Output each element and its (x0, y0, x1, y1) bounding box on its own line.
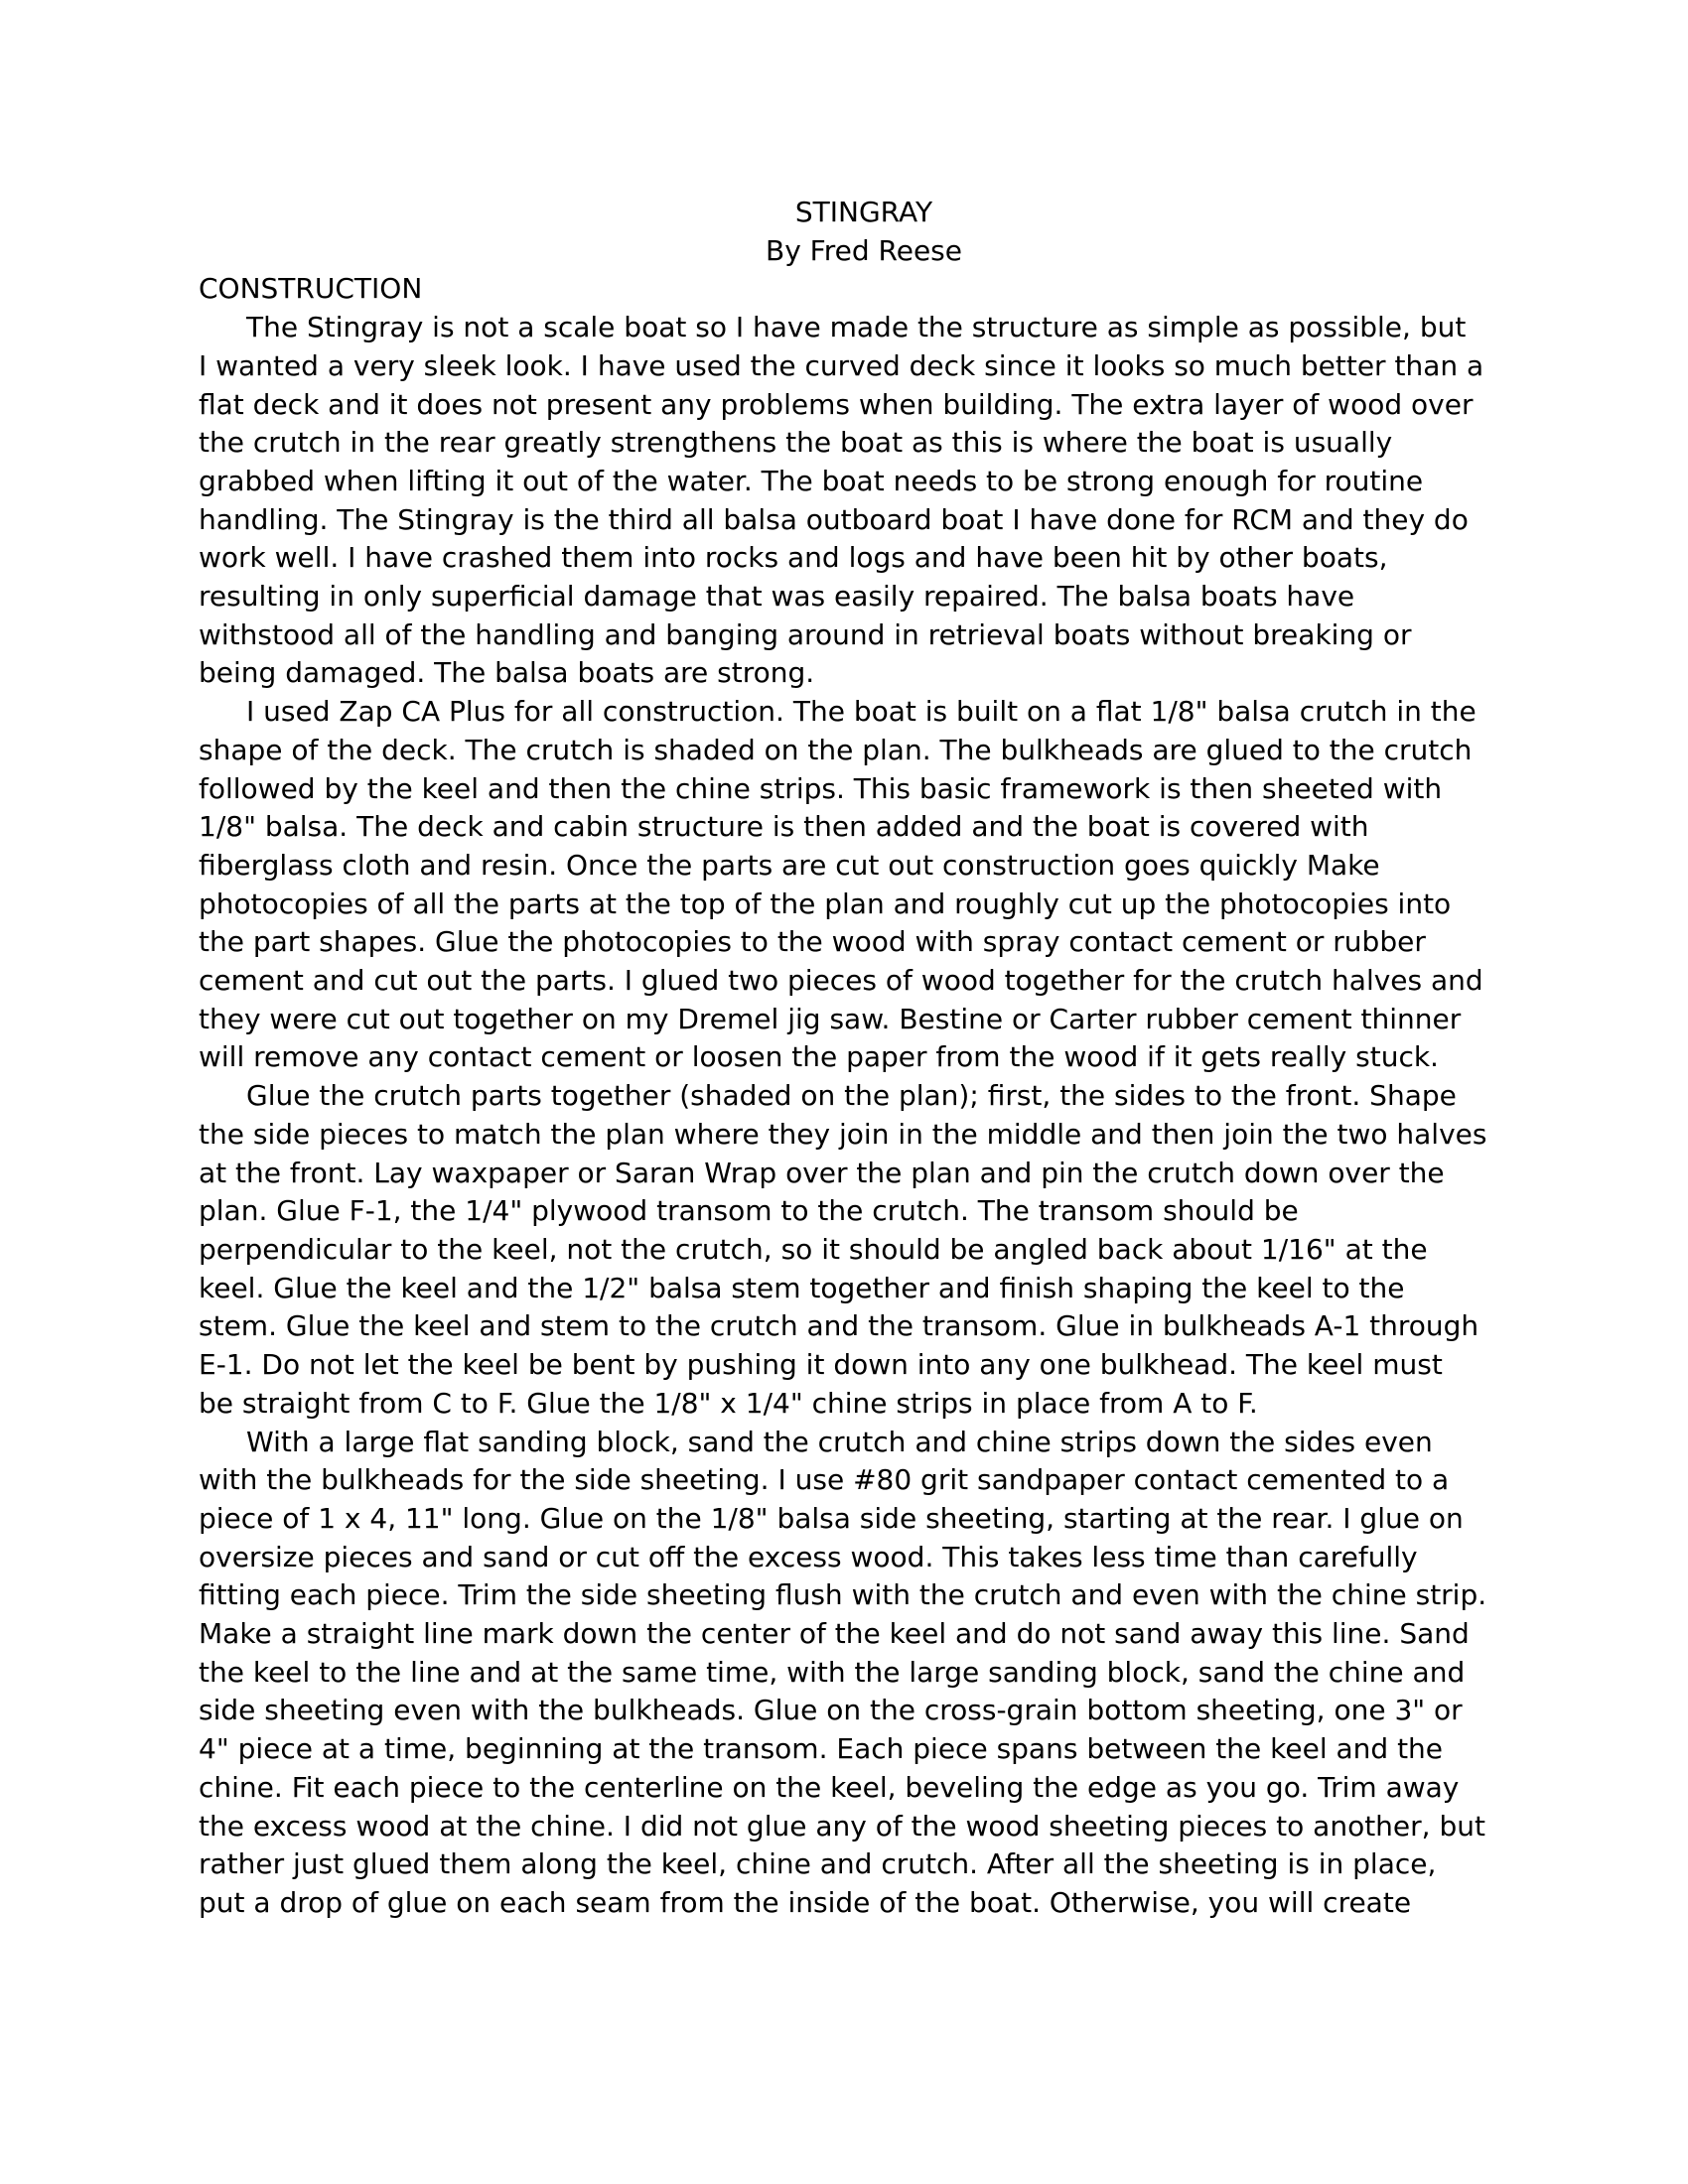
text-line: stem. Glue the keel and stem to the crutch and the transom. Glue in bulkheads A-1 through (199, 1309, 1479, 1343)
text-line: piece of 1 x 4, 11" long. Glue on the 1/8" balsa side sheeting, starting at the rear. I glue on (199, 1501, 1464, 1535)
text-line: I used Zap CA Plus for all construction. The boat is built on a flat 1/8" balsa crutch in the (246, 695, 1477, 729)
text-line: Make a straight line mark down the center of the keel and do not sand away this line. Sand (199, 1617, 1470, 1651)
text-line: E-1. Do not let the keel be bent by pushing it down into any one bulkhead. The keel must (199, 1348, 1443, 1382)
text-line: rather just glued them along the keel, chine and crutch. After all the sheeting is in place, (199, 1847, 1437, 1881)
text-line: will remove any contact cement or loosen the paper from the wood if it gets really stuck. (199, 1040, 1439, 1074)
text-line: grabbed when lifting it out of the water. The boat needs to be strong enough for routine (199, 464, 1424, 497)
text-line: resulting in only superficial damage that was easily repaired. The balsa boats have (199, 580, 1355, 614)
text-line: the part shapes. Glue the photocopies to the wood with spray contact cement or rubber (199, 925, 1426, 959)
text-line: the side pieces to match the plan where they join in the middle and then join the two halves (199, 1117, 1487, 1151)
section-heading: CONSTRUCTION (199, 272, 423, 306)
text-line: they were cut out together on my Dremel jig saw. Bestine or Carter rubber cement thinner (199, 1002, 1462, 1035)
text-line: perpendicular to the keel, not the crutch, so it should be angled back about 1/16" at the (199, 1232, 1428, 1266)
text-line: 1/8" balsa. The deck and cabin structure is then added and the boat is covered with (199, 810, 1369, 844)
text-line: side sheeting even with the bulkheads. Glue on the cross-grain bottom sheeting, one 3" or (199, 1694, 1463, 1727)
text-line: 4" piece at a time, beginning at the transom. Each piece spans between the keel and the (199, 1732, 1444, 1766)
document-author: By Fred Reese (765, 233, 962, 267)
text-line: The Stingray is not a scale boat so I have made the structure as simple as possible, but (246, 311, 1467, 344)
paragraph (199, 693, 1489, 1077)
document-title: STINGRAY (794, 196, 933, 228)
text-line: photocopies of all the parts at the top of the plan and roughly cut up the photocopies into (199, 887, 1452, 920)
text-line: fitting each piece. Trim the side sheeting flush with the crutch and even with the chine strip. (199, 1578, 1487, 1612)
text-line: followed by the keel and then the chine strips. This basic framework is then sheeted with (199, 771, 1443, 805)
paragraph (199, 1077, 1489, 1423)
text-line: keel. Glue the keel and the 1/2" balsa stem together and finish shaping the keel to the (199, 1271, 1405, 1304)
text-line: being damaged. The balsa boats are strong. (199, 656, 815, 690)
document-page (199, 194, 1489, 1923)
text-line: chine. Fit each piece to the centerline on the keel, beveling the edge as you go. Trim away (199, 1770, 1460, 1804)
text-line: I wanted a very sleek look. I have used the curved deck since it looks so much better than a (199, 348, 1484, 382)
text-line: With a large flat sanding block, sand the crutch and chine strips down the sides even (246, 1425, 1433, 1458)
paragraph (199, 1424, 1489, 1923)
text-line: shape of the deck. The crutch is shaded on the plan. The bulkheads are glued to the crutch (199, 733, 1473, 766)
text-line: the excess wood at the chine. I did not glue any of the wood sheeting pieces to another, but (199, 1809, 1485, 1843)
text-line: oversize pieces and sand or cut off the excess wood. This takes less time than carefully (199, 1540, 1418, 1573)
text-line: cement and cut out the parts. I glued two pieces of wood together for the crutch halves and (199, 964, 1483, 998)
text-line: handling. The Stingray is the third all balsa outboard boat I have done for RCM and they do (199, 502, 1469, 536)
text-line: flat deck and it does not present any problems when building. The extra layer of wood over (199, 387, 1474, 421)
body-text (199, 309, 1489, 1923)
text-line: Glue the crutch parts together (shaded on the plan); first, the sides to the front. Shape (246, 1079, 1457, 1113)
text-line: work well. I have crashed them into rocks and logs and have been hit by other boats, (199, 541, 1388, 575)
text-line: plan. Glue F-1, the 1/4" plywood transom to the crutch. The transom should be (199, 1194, 1299, 1228)
text-line: fiberglass cloth and resin. Once the parts are cut out construction goes quickly Make (199, 848, 1380, 882)
paragraph (199, 309, 1489, 693)
text-line: at the front. Lay waxpaper or Saran Wrap over the plan and pin the crutch down over the (199, 1156, 1445, 1189)
text-line: the crutch in the rear greatly strengthens the boat as this is where the boat is usually (199, 426, 1393, 460)
text-line: with the bulkheads for the side sheeting. I use #80 grit sandpaper contact cemented to a (199, 1463, 1450, 1497)
text-line: put a drop of glue on each seam from the inside of the boat. Otherwise, you will create (199, 1885, 1412, 1919)
text-line: be straight from C to F. Glue the 1/8" x 1/4" chine strips in place from A to F. (199, 1386, 1258, 1420)
text-line: the keel to the line and at the same time, with the large sanding block, sand the chine and (199, 1655, 1466, 1689)
text-line: withstood all of the handling and banging around in retrieval boats without breaking or (199, 617, 1412, 651)
